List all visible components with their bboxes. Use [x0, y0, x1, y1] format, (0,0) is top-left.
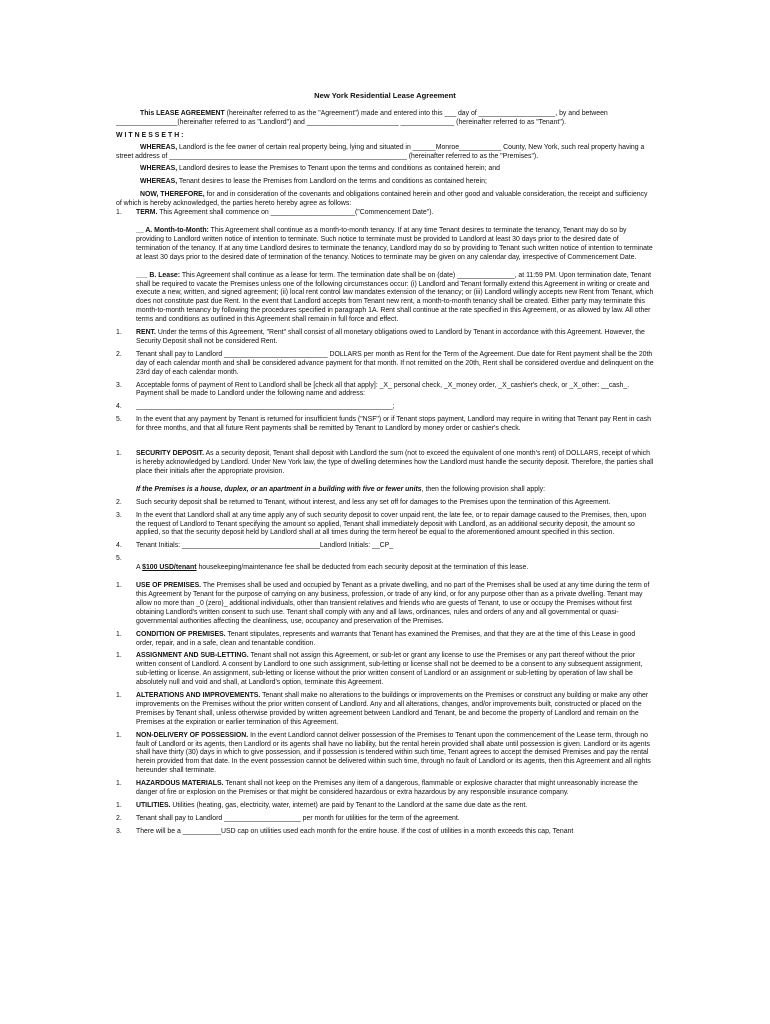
- security-item: 3. In the event that Landlord shall at any time apply any of such security deposit to cover unpaid rent, the late fee, or to repair damage caused to the Premises, then, upon the request of Landlord to Tenant specifying the amount so applied, Tenant shall immediately deposit with Landlord, as an additional security deposit, the amount so applied, so that the security deposit held by Landlord shall at all times during the term hereof be equal to the aforementioned amount specified in this section.: [116, 511, 647, 537]
- therefore-lead: NOW, THEREFORE,: [140, 191, 205, 199]
- option-lead: __ A. Month-to-Month:: [136, 226, 209, 234]
- rent-item: 1. RENT. Under the terms of this Agreement, "Rent" shall consist of all monetary obligations owed to Landlord by Tenant in accordance with this Agreement. However, the Security Deposit shall not be considered Rent.: [116, 329, 645, 345]
- clause-utilities-cap: 3. There will be a __________USD cap on utilities used each month for the entire house. If the cost of utilities in a month exceeds this cap, Tenant: [116, 827, 574, 835]
- rent-item: 2. Tenant shall pay to Landlord ___________________________ DOLLARS per month as Rent for the Term of the Agreement. Due date for Rent payment shall be the 20th day of each calendar month and shall be considered advance payment for that month. If not remitted on the 20th, Rent shall be considered overdue and delinquent on the 23rd day of each calendar month.: [116, 350, 654, 376]
- option-text: This Agreement shall continue as a month-to-month tenancy. If at any time Tenant desires to terminate the tenancy, Tenant may do so by providing to Landlord written notice of intention to terminate. Such notice to terminate must be provided to Landlord at least 30 days prior to the desired date of termination of the tenancy. If at any time Landlord desires to terminate the tenancy, Landlord may do so by providing to Tenant such written notice of intention to terminate at least 30 days prior to the desired date of termination of the tenancy. Notices to terminate may be given on any calendar day, irrespective of Commencement Date.: [136, 226, 653, 261]
- clause-hazardous: 1. HAZARDOUS MATERIALS. Tenant shall not keep on the Premises any item of a dangerous, flammable or explosive character that might unreasonably increase the danger of fire or explosion on the Premises or that might be considered hazardous or extra hazardous by any responsible insurance company.: [116, 780, 638, 797]
- whereas-lead: WHEREAS,: [140, 143, 178, 151]
- whereas-text: Landlord desires to lease the Premises to Tenant upon the terms and conditions as contained herein; and: [177, 165, 500, 173]
- clause-alterations: 1. ALTERATIONS AND IMPROVEMENTS. Tenant shall make no alterations to the buildings or improvements on the Premises or construct any building or make any other improvements on the Premises without the prior written consent of Landlord. Any and all alterations, changes, and/or improvements built, constructed or placed on the Premises by Tenant shall, unless otherwise provided by written agreement between Landlord and Tenant, be and become the property of Landlord and remain on the Premises at the expiration or earlier termination of this Agreement.: [116, 692, 649, 726]
- whereas-lead: WHEREAS,: [140, 178, 178, 186]
- witnesseth-heading: WITNESSETH:: [116, 131, 186, 139]
- rent-section: [116, 329, 654, 434]
- intro-lead: This LEASE AGREEMENT: [140, 109, 225, 117]
- housekeeping-fee: A $100 USD/tenant housekeeping/maintenance fee shall be deducted from each security deposit at the termination of this lease.: [136, 564, 529, 572]
- clause-use-of-premises: 1. USE OF PREMISES. The Premises shall be used and occupied by Tenant as a private dwelling, and no part of the Premises shall be used at any time during the term of this Agreement by Tenant for the purpose of carrying on any business, profession, or trade of any kind, or for any purpose other than as a private dwelling. Tenant may allow no more than _0 (zero)_ additional individuals, other than transient relatives and friends who are guests of Tenant, to use or occupy the Premises without first obtaining Landlord's written consent to such use. Tenant shall comply with any and all laws, ordinances, rules and orders of any and all governmental or quasi-governmental authorities affecting the cleanliness, use, occupancy and preservation of the Premises.: [116, 582, 650, 625]
- clause-condition: 1. CONDITION OF PREMISES. Tenant stipulates, represents and warrants that Tenant has examined the Premises, and that they are at the time of this Lease in good order, repair, and in a safe, clean and tenantable condition.: [116, 630, 636, 647]
- clause-lead: TERM.: [136, 209, 158, 217]
- security-item: 1. SECURITY DEPOSIT. As a security deposit, Tenant shall deposit with Landlord the sum (not to exceed the equivalent of one month's rent) of DOLLARS, receipt of which is hereby acknowledged by Landlord. Under New York law, the type of dwelling determines how the Landlord must handle the security deposit. Therefore, the parties shall place their initials after the appropriate provision.: [116, 450, 654, 475]
- whereas-clause-2: [116, 165, 654, 174]
- document-title: New York Residential Lease Agreement: [314, 91, 456, 100]
- security-item: 2. Such security deposit shall be returned to Tenant, without interest, and less any set off for damages to the Premises upon the termination of this Agreement.: [116, 498, 611, 506]
- clause-text: This Agreement shall commence on ______________________("Commencement Date").: [157, 209, 434, 217]
- month-to-month-option: [116, 227, 654, 263]
- clause-non-delivery: 1. NON-DELIVERY OF POSSESSION. In the event Landlord cannot deliver possession of the Premises to Tenant upon the commencement of the Lease term, through no fault of Landlord or its agents, then Landlord or its agents shall have no liability, but the rental herein provided shall abate until possession is given. Landlord or its agents shall have thirty (30) days in which to give possession, and if possession is tendered within such time, Tenant agrees to accept the demised Premises and pay the rental herein provided from that date. In the event possession cannot be delivered within such time, through no fault of Landlord or its agents, then this Agreement and all rights hereunder shall terminate.: [116, 731, 651, 775]
- clause-assignment: 1. ASSIGNMENT AND SUB-LETTING. Tenant shall not assign this Agreement, or sub-let or grant any license to use the Premises or any part thereof without the prior written consent of Landlord. A consent by Landlord to one such assignment, sub-letting or license shall not be deemed to be a consent to any subsequent assignment, sub-letting or license. An assignment, sub-letting or license without the prior written consent of Landlord or an assignment or sub-letting by operation of law shall be absolutely null and void and shall, at Landlord's option, terminate this Agreement.: [116, 652, 643, 687]
- whereas-clause-3: [116, 178, 654, 187]
- clause-utilities-payment: 2. Tenant shall pay to Landlord ____________________ per month for utilities for the term of the agreement.: [116, 814, 460, 822]
- whereas-clause-1: [116, 144, 654, 162]
- rent-item: 3. Acceptable forms of payment of Rent to Landlord shall be [check all that apply]: _X_ personal check, _X_money order, _X_cashier's check, or _X_other: __cash_. Payment shall be made to Landlord under the following name and address:: [116, 381, 630, 398]
- security-item: 5.: [116, 555, 122, 563]
- initials-line: 4. Tenant Initials: ____________________________________Landlord Initials: __CP_: [116, 542, 394, 550]
- clause-utilities: 1. UTILITIES. Utilities (heating, gas, electricity, water, internet) are paid by Tenant to the Landlord at the same due date as the rent.: [116, 802, 528, 809]
- whereas-text: Landlord is the fee owner of certain real property being, lying and situated in ______Monroe___________ County, New York, such real property having a street address of ______________________________________________________________ (hereinafter referred to as the "Premises").: [116, 143, 645, 160]
- lease-document: [116, 92, 654, 837]
- therefore-text: for and in consideration of the covenants and obligations contained herein and other good and valuable consideration, the receipt and sufficiency of which is hereby acknowledged, the parties hereto hereby agree as follows:: [116, 191, 648, 208]
- therefore-clause: [116, 191, 654, 209]
- whereas-text: Tenant desires to lease the Premises from Landlord on the terms and conditions as contained herein;: [177, 178, 487, 186]
- term-clause: [116, 209, 654, 218]
- security-section: [116, 450, 654, 573]
- intro-text: (hereinafter referred to as the "Agreement") made and entered into this ___ day of ____________________, by and between ________________(hereinafter referred to as "Landlord") and ________________________ ______________ (hereinafter referred to as "Tenant").: [116, 109, 608, 126]
- clauses-section: [116, 582, 654, 837]
- clause-number: 1.: [116, 209, 122, 217]
- option-lead: ___ B. Lease:: [136, 271, 181, 279]
- lease-term-option: [116, 272, 654, 325]
- whereas-lead: WHEREAS,: [140, 165, 178, 173]
- rent-item: 4. ___________________________________________________________________;: [116, 403, 395, 411]
- premises-type-note: If the Premises is a house, duplex, or an apartment in a building with five or fewer units, then the following provision shall apply:: [136, 485, 545, 493]
- option-text: This Agreement shall continue as a lease for term. The termination date shall be on (date) _______________, at 11:59 PM. Upon termination date, Tenant shall be required to vacate the Premises unless one of the following circumstances occur: (i) Landlord and Tenant formally extend this Agreement in writing or create and execute a new, written, and signed agreement; (ii) local rent control law mandates extension of the tenancy; or (iii) Landlord willingly accepts new Rent from Tenant, which does not constitute past due Rent. In the event that Landlord accepts from Tenant new rent, a month-to-month tenancy shall be created. Either party may terminate this month-to-month tenancy by following the procedures specified in paragraph 1A. Rent shall continue at the rate specified in this Agreement, or as allowed by law. All other terms and conditions as outlined in this Agreement shall remain in full force and effect.: [136, 271, 654, 324]
- intro-paragraph: [116, 110, 654, 128]
- rent-item: 5. In the event that any payment by Tenant is returned for insufficient funds ("NSF") or if Tenant stops payment, Landlord may require in writing that Tenant pay Rent in cash for three months, and that all future Rent payments shall be remitted by Tenant to Landlord by money order or cashier's check.: [116, 416, 651, 433]
